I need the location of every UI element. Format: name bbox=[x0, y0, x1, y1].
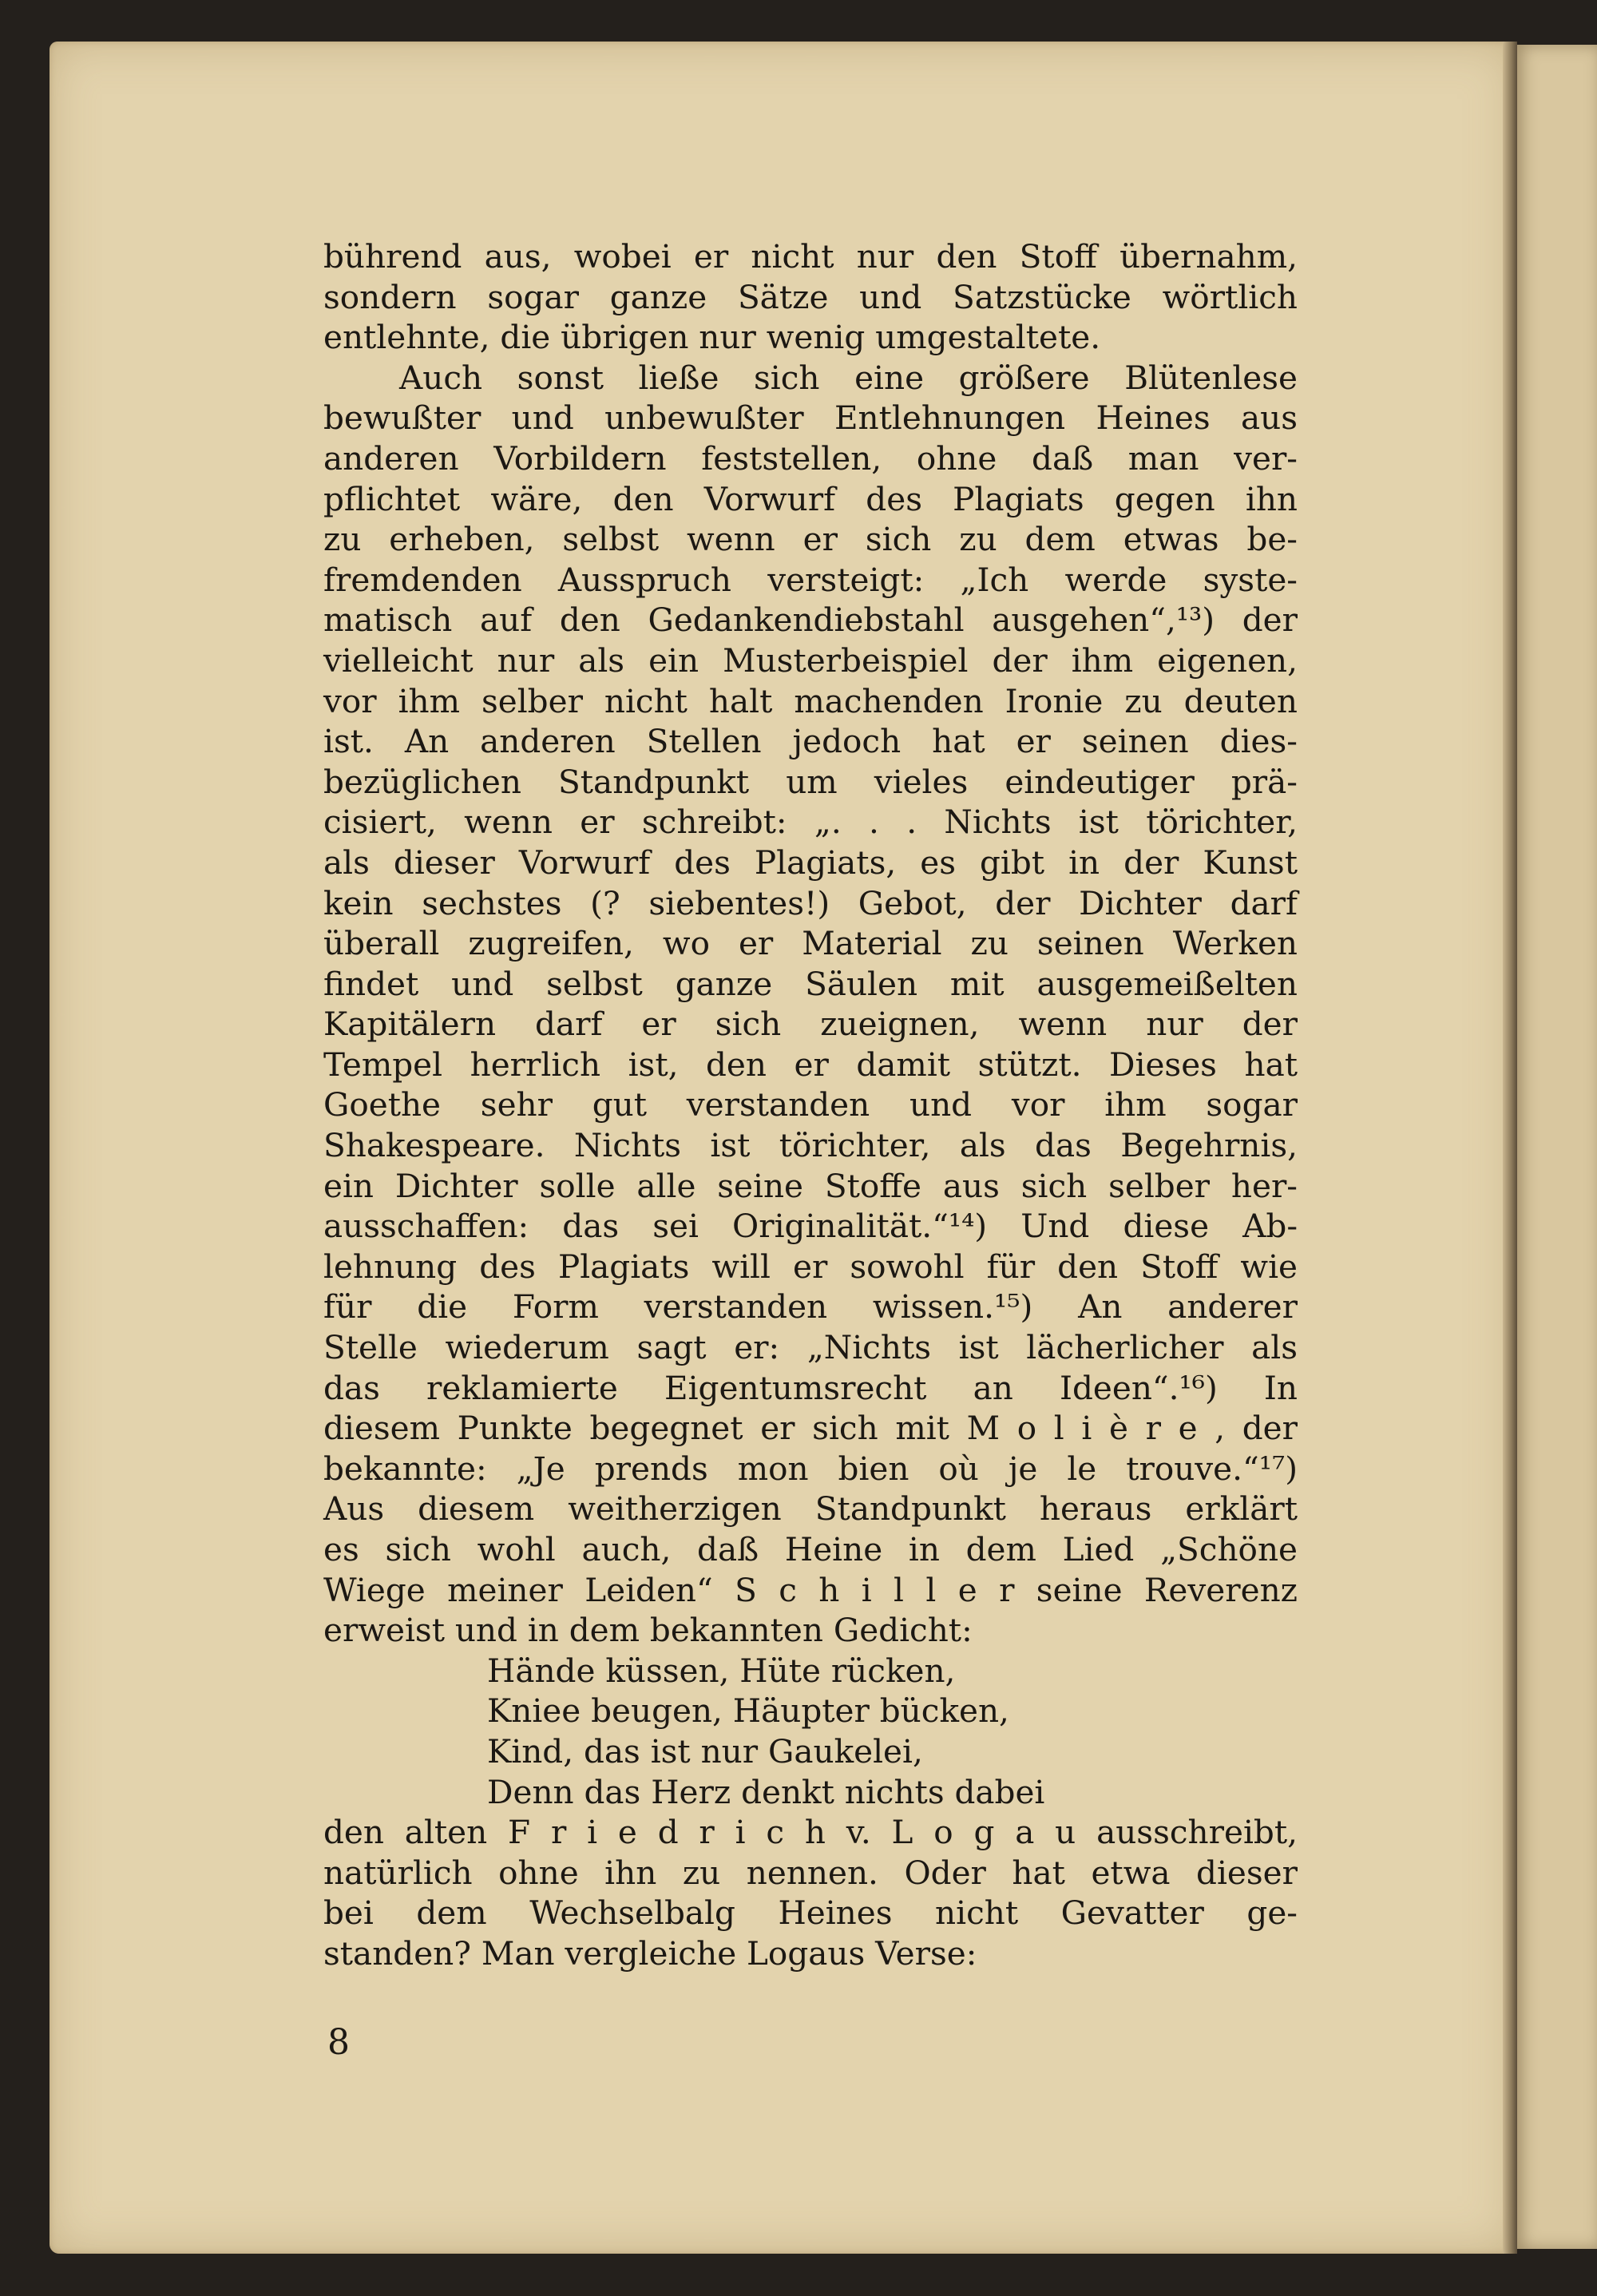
verse-line: Denn das Herz denkt nichts dabei bbox=[487, 1772, 1045, 1811]
text-line: kein sechstes (? siebentes!) Gebot, der Dichter darf bbox=[323, 883, 1298, 922]
text-line: fremdenden Ausspruch versteigt: „Ich werde syste- bbox=[323, 560, 1298, 599]
text-line: Stelle wiederum sagt er: „Nichts ist lächerlicher als bbox=[323, 1328, 1298, 1367]
text-line: Goethe sehr gut verstanden und vor ihm sogar bbox=[323, 1085, 1298, 1124]
text-line: cisiert, wenn er schreibt: „. . . Nichts ist törichter, bbox=[323, 803, 1298, 842]
text-line: bekannte: „Je prends mon bien où je le trouve.“¹⁷) bbox=[323, 1449, 1298, 1488]
text-line: Auch sonst ließe sich eine größere Blütenlese bbox=[399, 358, 1298, 397]
body-text bbox=[323, 236, 1298, 1974]
text-line: für die Form verstanden wissen.¹⁵) An anderer bbox=[323, 1287, 1298, 1326]
text-line: lehnung des Plagiats will er sowohl für den Stoff wie bbox=[323, 1247, 1298, 1286]
text-line: ausschaffen: das sei Originalität.“¹⁴) Und diese Ab- bbox=[323, 1207, 1298, 1246]
text-line: den alten F r i e d r i c h v. L o g a u ausschreibt, bbox=[323, 1813, 1298, 1852]
text-line: bezüglichen Standpunkt um vieles eindeutiger prä- bbox=[323, 762, 1298, 801]
text-line: überall zugreifen, wo er Material zu seinen Werken bbox=[323, 924, 1298, 963]
text-line: es sich wohl auch, daß Heine in dem Lied „Schöne bbox=[323, 1530, 1298, 1568]
text-line: ist. An anderen Stellen jedoch hat er seinen dies- bbox=[323, 722, 1298, 761]
text-line: Kapitälern darf er sich zueignen, wenn nur der bbox=[323, 1005, 1298, 1044]
verse-line: Kind, das ist nur Gaukelei, bbox=[487, 1731, 923, 1771]
text-line: standen? Man vergleiche Logaus Verse: bbox=[323, 1933, 977, 1973]
text-line: diesem Punkte begegnet er sich mit M o l i è r e , der bbox=[323, 1409, 1298, 1448]
text-line: bührend aus, wobei er nicht nur den Stoff übernahm, bbox=[323, 237, 1298, 276]
text-line: pflichtet wäre, den Vorwurf des Plagiats gegen ihn bbox=[323, 479, 1298, 518]
text-line: findet und selbst ganze Säulen mit ausgemeißelten bbox=[323, 964, 1298, 1003]
text-line: entlehnte, die übrigen nur wenig umgestaltete. bbox=[323, 318, 1101, 357]
text-line: zu erheben, selbst wenn er sich zu dem etwas be- bbox=[323, 520, 1298, 559]
page-number: 8 bbox=[327, 2022, 350, 2063]
verse-line: Hände küssen, Hüte rücken, bbox=[487, 1651, 956, 1690]
verse-line: Kniee beugen, Häupter bücken, bbox=[487, 1691, 1009, 1731]
text-line: vor ihm selber nicht halt machenden Ironie zu deuten bbox=[323, 681, 1298, 720]
text-line: sondern sogar ganze Sätze und Satzstücke wörtlich bbox=[323, 277, 1298, 316]
text-line: bewußter und unbewußter Entlehnungen Heines aus bbox=[323, 399, 1298, 438]
adjacent-page-edge bbox=[1517, 45, 1597, 2249]
text-line: erweist und in dem bekannten Gedicht: bbox=[323, 1611, 973, 1650]
book-gutter bbox=[1503, 42, 1517, 2254]
text-line: natürlich ohne ihn zu nennen. Oder hat etwa dieser bbox=[323, 1853, 1298, 1892]
text-line: das reklamierte Eigentumsrecht an Ideen“.¹⁶) In bbox=[323, 1368, 1298, 1407]
text-line: ein Dichter solle alle seine Stoffe aus sich selber her- bbox=[323, 1166, 1298, 1205]
text-line: Wiege meiner Leiden“ S c h i l l e r seine Reverenz bbox=[323, 1570, 1298, 1609]
text-line: matisch auf den Gedankendiebstahl ausgehen“,¹³) der bbox=[323, 601, 1298, 640]
text-line: Aus diesem weitherzigen Standpunkt heraus erklärt bbox=[323, 1489, 1298, 1529]
text-line: als dieser Vorwurf des Plagiats, es gibt in der Kunst bbox=[323, 843, 1298, 882]
text-line: vielleicht nur als ein Musterbeispiel der ihm eigenen, bbox=[323, 640, 1298, 680]
text-line: Shakespeare. Nichts ist törichter, als das Begehrnis, bbox=[323, 1126, 1298, 1165]
text-line: Tempel herrlich ist, den er damit stützt. Dieses hat bbox=[323, 1045, 1298, 1084]
text-line: bei dem Wechselbalg Heines nicht Gevatter ge- bbox=[323, 1894, 1298, 1933]
text-line: anderen Vorbildern feststellen, ohne daß man ver- bbox=[323, 438, 1298, 478]
